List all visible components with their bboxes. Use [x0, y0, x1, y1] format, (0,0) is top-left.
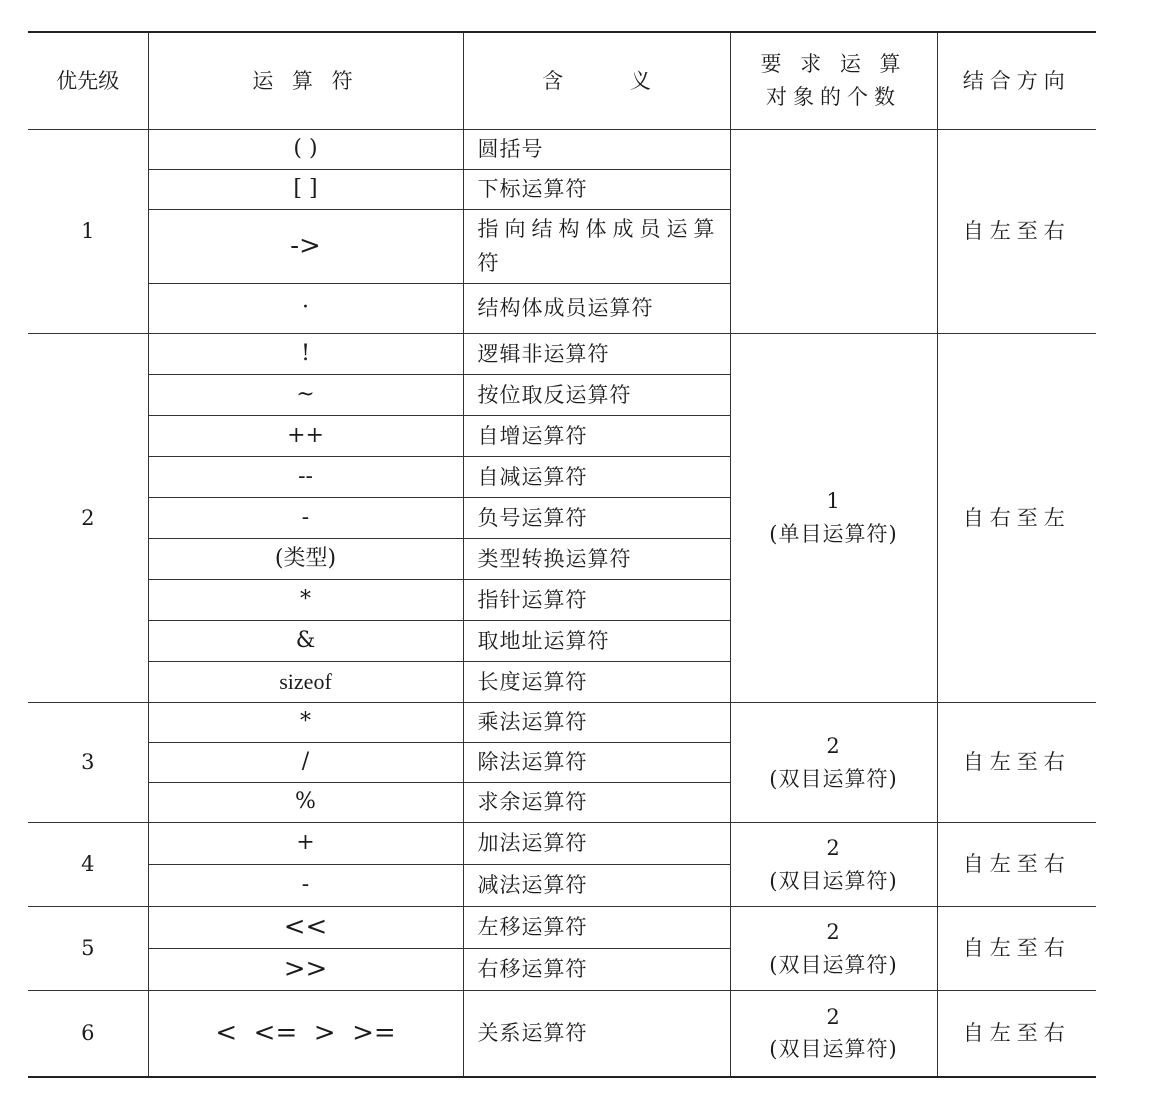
table-row — [28, 703, 1096, 743]
operator-precedence-table — [28, 31, 1096, 1078]
meaning-cell: 乘法运算符 — [463, 703, 730, 743]
operand-count-note: (双目运算符) — [769, 952, 898, 977]
associativity-cell: 自左至右 — [937, 130, 1096, 334]
priority-cell: 4 — [28, 823, 148, 907]
meaning-cell: 自增运算符 — [463, 416, 730, 457]
associativity-cell: 自右至左 — [937, 334, 1096, 703]
table-row — [28, 991, 1096, 1077]
table-row — [28, 823, 1096, 865]
operator-cell: sizeof — [148, 662, 463, 703]
meaning-cell: 左移运算符 — [463, 907, 730, 949]
operand-count-cell — [730, 991, 937, 1077]
operator-cell: -- — [148, 457, 463, 498]
priority-cell: 1 — [28, 130, 148, 334]
meaning-cell: 除法运算符 — [463, 743, 730, 783]
operator-cell: ~ — [148, 375, 463, 416]
operator-cell: / — [148, 743, 463, 783]
priority-cell: 6 — [28, 991, 148, 1077]
meaning-cell: 取地址运算符 — [463, 621, 730, 662]
operator-cell: % — [148, 783, 463, 823]
operand-count-cell — [730, 130, 937, 334]
operator-cell: · — [148, 284, 463, 334]
header-associativity: 结合方向 — [937, 32, 1096, 130]
operator-cell: * — [148, 580, 463, 621]
operand-count: 2 — [826, 919, 841, 944]
table-row — [28, 334, 1096, 375]
priority-cell: 3 — [28, 703, 148, 823]
operator-cell: < <= > >= — [148, 991, 463, 1077]
operand-count: 1 — [826, 489, 841, 514]
meaning-cell: 关系运算符 — [463, 991, 730, 1077]
header-operand-count-line2: 对象的个数 — [766, 85, 901, 109]
operand-count: 2 — [826, 733, 841, 758]
operator-cell: >> — [148, 949, 463, 991]
header-operand-count — [730, 32, 937, 130]
operand-count-cell — [730, 823, 937, 907]
operator-cell: ++ — [148, 416, 463, 457]
header-operand-count-line1: 要 求 运 算 — [760, 52, 907, 77]
operator-cell: - — [148, 865, 463, 907]
priority-cell: 5 — [28, 907, 148, 991]
meaning-cell: 减法运算符 — [463, 865, 730, 907]
operand-count-note: (双目运算符) — [769, 1037, 898, 1062]
priority-cell: 2 — [28, 334, 148, 703]
operator-cell: + — [148, 823, 463, 865]
operator-cell: * — [148, 703, 463, 743]
meaning-cell: 指针运算符 — [463, 580, 730, 621]
meaning-cell: 加法运算符 — [463, 823, 730, 865]
operand-count-cell — [730, 907, 937, 991]
operand-count-cell — [730, 334, 937, 703]
operand-count-cell — [730, 703, 937, 823]
header-row — [28, 32, 1096, 130]
operand-count: 2 — [826, 1004, 841, 1029]
table-row — [28, 907, 1096, 949]
operand-count-note: (双目运算符) — [769, 766, 898, 791]
meaning-cell: 自减运算符 — [463, 457, 730, 498]
operator-cell: ! — [148, 334, 463, 375]
associativity-cell: 自左至右 — [937, 823, 1096, 907]
meaning-cell: 指向结构体成员运算符 — [463, 210, 730, 284]
operator-cell: - — [148, 498, 463, 539]
operator-cell: [ ] — [148, 170, 463, 210]
meaning-cell: 逻辑非运算符 — [463, 334, 730, 375]
operator-precedence-table-container — [28, 31, 1096, 1078]
operator-cell: ( ) — [148, 130, 463, 170]
meaning-cell: 负号运算符 — [463, 498, 730, 539]
meaning-cell: 结构体成员运算符 — [463, 284, 730, 334]
operator-cell: (类型) — [148, 539, 463, 580]
header-meaning: 含 义 — [463, 32, 730, 130]
meaning-cell: 求余运算符 — [463, 783, 730, 823]
meaning-cell: 圆括号 — [463, 130, 730, 170]
meaning-cell: 右移运算符 — [463, 949, 730, 991]
operator-cell: -> — [148, 210, 463, 284]
operator-cell: & — [148, 621, 463, 662]
table-row — [28, 130, 1096, 170]
header-priority: 优先级 — [28, 32, 148, 130]
header-operator: 运 算 符 — [148, 32, 463, 130]
meaning-cell: 下标运算符 — [463, 170, 730, 210]
operator-cell: << — [148, 907, 463, 949]
meaning-cell: 长度运算符 — [463, 662, 730, 703]
associativity-cell: 自左至右 — [937, 907, 1096, 991]
operand-count-note: (双目运算符) — [769, 868, 898, 893]
associativity-cell: 自左至右 — [937, 991, 1096, 1077]
operand-count: 2 — [826, 835, 841, 860]
meaning-cell: 类型转换运算符 — [463, 539, 730, 580]
associativity-cell: 自左至右 — [937, 703, 1096, 823]
meaning-cell: 按位取反运算符 — [463, 375, 730, 416]
operand-count-note: (单目运算符) — [769, 522, 898, 546]
